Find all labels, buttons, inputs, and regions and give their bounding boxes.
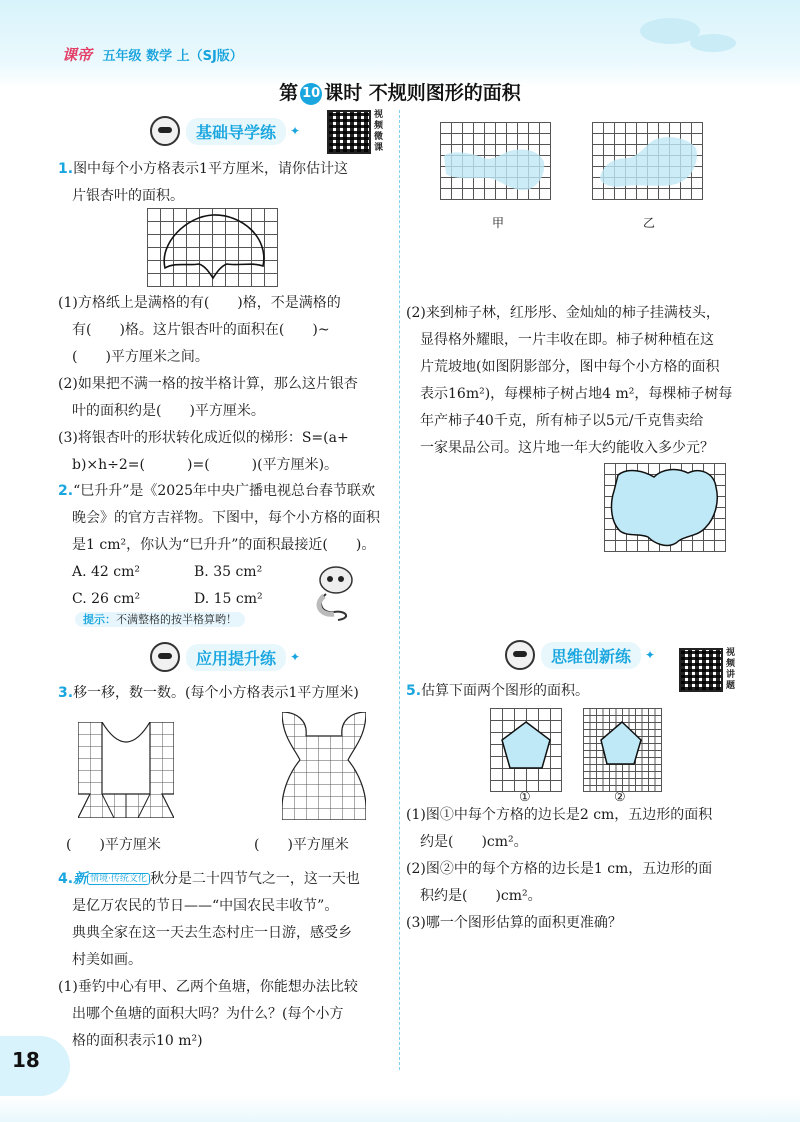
ginkgo-leaf-grid (147, 208, 278, 287)
footer-band (0, 1096, 800, 1122)
ginkgo-leaf-shape (147, 208, 278, 287)
book-brand (62, 44, 243, 65)
persimmon-land-grid (604, 463, 726, 552)
question-4-part-2: (2)来到柿子林，红彤彤、金灿灿的柿子挂满枝头， 显得格外耀眼，一片丰收在即。柿子树种植在这 片荒坡地(如图阴影部分，图中每个小方格的面积 表示16m²)，每棵柿子树占地4 m²，每棵柿子树每 年产柿子40千克，所有柿子以5元/千克售卖给 一家果品公司。这片地一年大约能收入多少元？ (406, 305, 733, 456)
question-3-stem: 3.移一移，数一数。(每个小方格表示1平方厘米) (58, 685, 359, 701)
q3-figure-1 (78, 722, 174, 818)
section-innovate-header: 思维创新练 ✦ (505, 640, 655, 670)
mascot-snake-icon (308, 562, 358, 622)
section-apply-header: 应用提升练 ✦ (150, 642, 300, 672)
star-icon: ✦ (290, 124, 301, 138)
context-tag: 情境·传统文化 (87, 873, 150, 885)
qr-label: 视频讲题 (726, 648, 736, 691)
q3-answer-1[interactable]: ( )平方厘米 (66, 837, 161, 853)
page-title: 第 10 课时 不规则图形的面积 (279, 82, 521, 104)
new-mark: 新 (73, 871, 88, 887)
question-5-parts: (1)图①中每个方格的边长是2 cm，五边形的面积 约是( )cm²。 (2)图②中的每个方格的边长是1 cm，五边形的面 积约是( )cm²。 (3)哪一个图形估算的面积更准确？ (406, 807, 713, 931)
mascot-icon (505, 640, 535, 670)
mascot-icon (150, 642, 180, 672)
star-icon: ✦ (290, 650, 301, 664)
q3-answer-2[interactable]: ( )平方厘米 (254, 837, 349, 853)
section-basic-header: 基础导学练 ✦ (150, 116, 300, 146)
pond-jia-grid (440, 122, 551, 200)
figure-2-label: ② (614, 790, 626, 805)
qr-code-icon[interactable] (679, 648, 723, 692)
question-2: 2.“巳升升”是《2025年中央广播电视总台春节联欢 晚会》的官方吉祥物。下图中，每个小方格的面积 是1 cm²，你认为“巳升升”的面积最接近( )。 A. 42 cm² B. 35 cm² C. 26 cm² D. 15 cm² (58, 478, 393, 613)
brand-logo: 课帝 (62, 46, 93, 64)
option-c[interactable]: C. 26 cm² (72, 591, 141, 607)
pentagon-figure-1 (490, 708, 562, 792)
question-4: 4.新 情境·传统文化 秋分是二十四节气之一，这一天也 是亿万农民的节日——“中国农民丰收节”。 典典全家在这一天去生态村庄一日游，感受乡 村美如画。 (1)垂钓中心有甲、乙两个鱼塘，你能想办法比较 出哪个鱼塘的面积大吗？为什么？(每个小方 格的面积表示10 m²) (58, 871, 360, 1049)
question-1-parts: (1)方格纸上是满格的有( )格，不是满格的 有( )格。这片银杏叶的面积在( )~ ( )平方厘米之间。 (2)如果把不满一格的按半格计算，那么这片银杏 叶的面积约是( )平方厘米。 (3)将银杏叶的形状转化成近似的梯形：S=(a+ b)×h÷2=( )=( )(平方厘米)。 (58, 295, 358, 473)
star-icon: ✦ (645, 648, 656, 662)
mascot-icon (150, 116, 180, 146)
option-d[interactable]: D. 15 cm² (194, 591, 263, 607)
lesson-number: 10 (300, 83, 322, 105)
book-title: 五年级 数学 上（SJ版） (102, 49, 243, 64)
pond-jia-label: 甲 (492, 216, 505, 230)
q3-figure-2-vase (282, 712, 366, 820)
column-divider (399, 110, 400, 1070)
figure-1-label: ① (519, 790, 531, 805)
pond-yi-grid (592, 122, 703, 200)
page-number: 18 (12, 1048, 40, 1072)
option-b[interactable]: B. 35 cm² (194, 564, 263, 580)
qr-label: 视频微课 (374, 110, 384, 153)
pentagon-figure-2 (583, 708, 662, 792)
question-5-stem: 5.估算下面两个图形的面积。 (406, 683, 590, 699)
cloud-decoration (690, 34, 736, 52)
pond-yi-label: 乙 (643, 216, 656, 230)
hint-box: 提示：不满整格的按半格算哟！ (75, 608, 245, 627)
question-1-stem: 1.图中每个小方格表示1平方厘米，请你估计这 片银杏叶的面积。 (58, 161, 348, 204)
qr-code-icon[interactable] (327, 110, 371, 154)
option-a[interactable]: A. 42 cm² (72, 564, 141, 580)
